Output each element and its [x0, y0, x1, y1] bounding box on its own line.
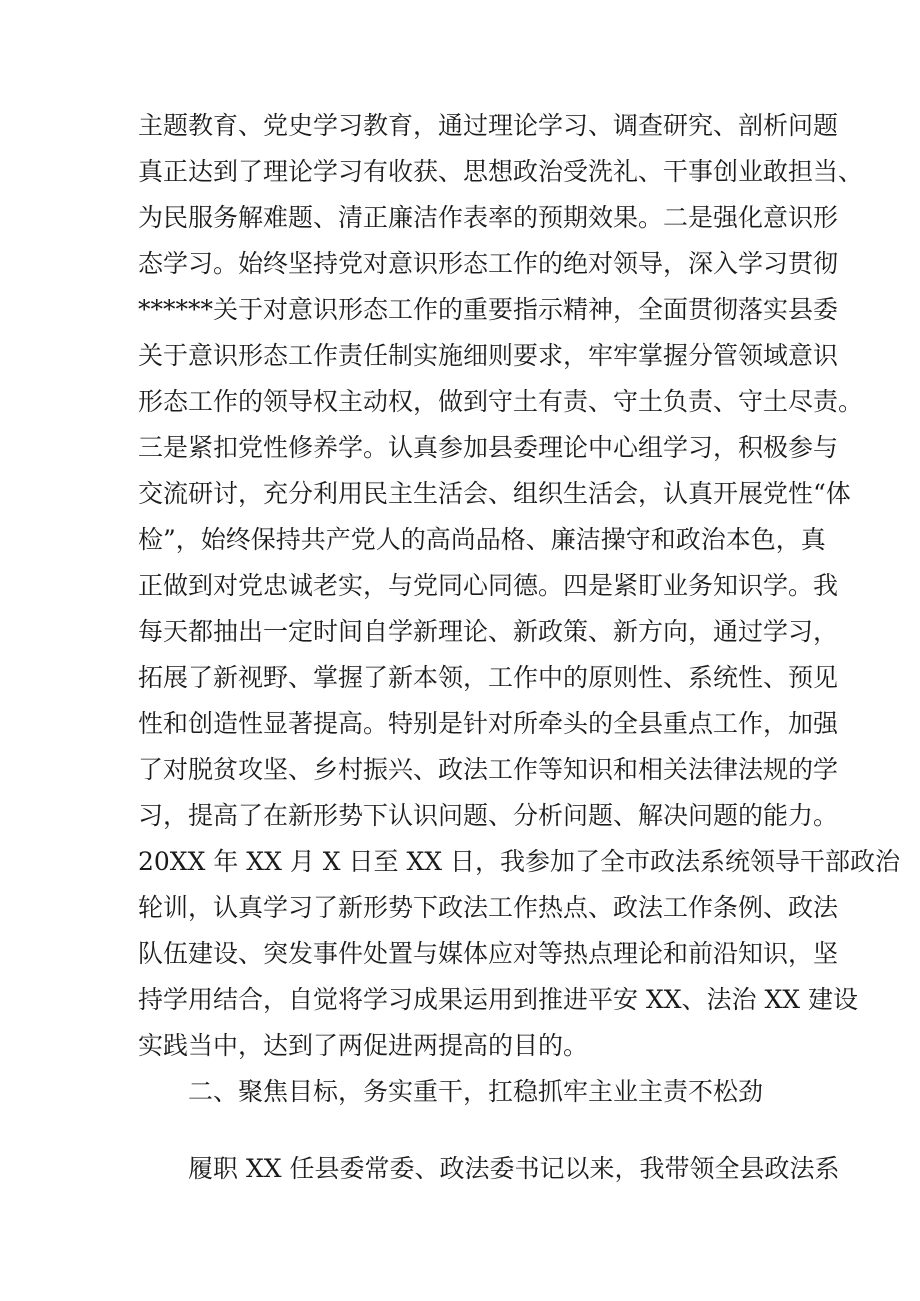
text-line: 队伍建设、突发事件处置与媒体应对等热点理论和前沿知识，坚: [138, 939, 839, 968]
text-line: 正做到对党忠诚老实，与党同心同德。四是紧盯业务知识学。我: [138, 571, 839, 600]
text-line: 检”，始终保持共产党人的高尚品格、廉洁操守和政治本色，真: [138, 525, 826, 554]
text-line: 真正达到了理论学习有收获、思想政治受洗礼、干事创业敢担当、: [138, 157, 864, 186]
text-line: 20XX 年 XX 月 X 日至 XX 日，我参加了全市政法系统领导干部政治: [138, 847, 901, 876]
text-line: 为民服务解难题、清正廉洁作表率的预期效果。二是强化意识形: [138, 203, 839, 232]
text-line: 拓展了新视野、掌握了新本领，工作中的原则性、系统性、预见: [138, 663, 839, 692]
text-line: 履职 XX 任县委常委、政法委书记以来，我带领全县政法系: [188, 1154, 840, 1183]
text-line: 了对脱贫攻坚、乡村振兴、政法工作等知识和相关法律法规的学: [138, 755, 839, 784]
text-line: 轮训，认真学习了新形势下政法工作热点、政法工作条例、政法: [138, 893, 839, 922]
text-line: 态学习。始终坚持党对意识形态工作的绝对领导，深入学习贯彻: [138, 249, 839, 278]
text-line: 形态工作的领导权主动权，做到守土有责、守土负责、守土尽责。: [138, 387, 864, 416]
text-line: 习，提高了在新形势下认识问题、分析问题、解决问题的能力。: [138, 801, 839, 830]
text-line: 交流研讨，充分利用民主生活会、组织生活会，认真开展党性“体: [138, 479, 851, 508]
text-line: 三是紧扣党性修养学。认真参加县委理论中心组学习，积极参与: [138, 433, 839, 462]
text-line: ******关于对意识形态工作的重要指示精神，全面贯彻落实县委: [138, 295, 839, 324]
section-heading: 二、聚焦目标，务实重干，扛稳抓牢主业主责不松劲: [188, 1077, 764, 1106]
text-line: 每天都抽出一定时间自学新理论、新政策、新方向，通过学习，: [138, 617, 839, 646]
text-line: 性和创造性显著提高。特别是针对所牵头的全县重点工作，加强: [138, 709, 839, 738]
text-line: 实践当中，达到了两促进两提高的目的。: [138, 1031, 589, 1060]
text-line: 持学用结合，自觉将学习成果运用到推进平安 XX、法治 XX 建设: [138, 985, 859, 1014]
text-line: 主题教育、党史学习教育，通过理论学习、调查研究、剖析问题: [138, 111, 839, 140]
text-line: 关于意识形态工作责任制实施细则要求，牢牢掌握分管领域意识: [138, 341, 839, 370]
